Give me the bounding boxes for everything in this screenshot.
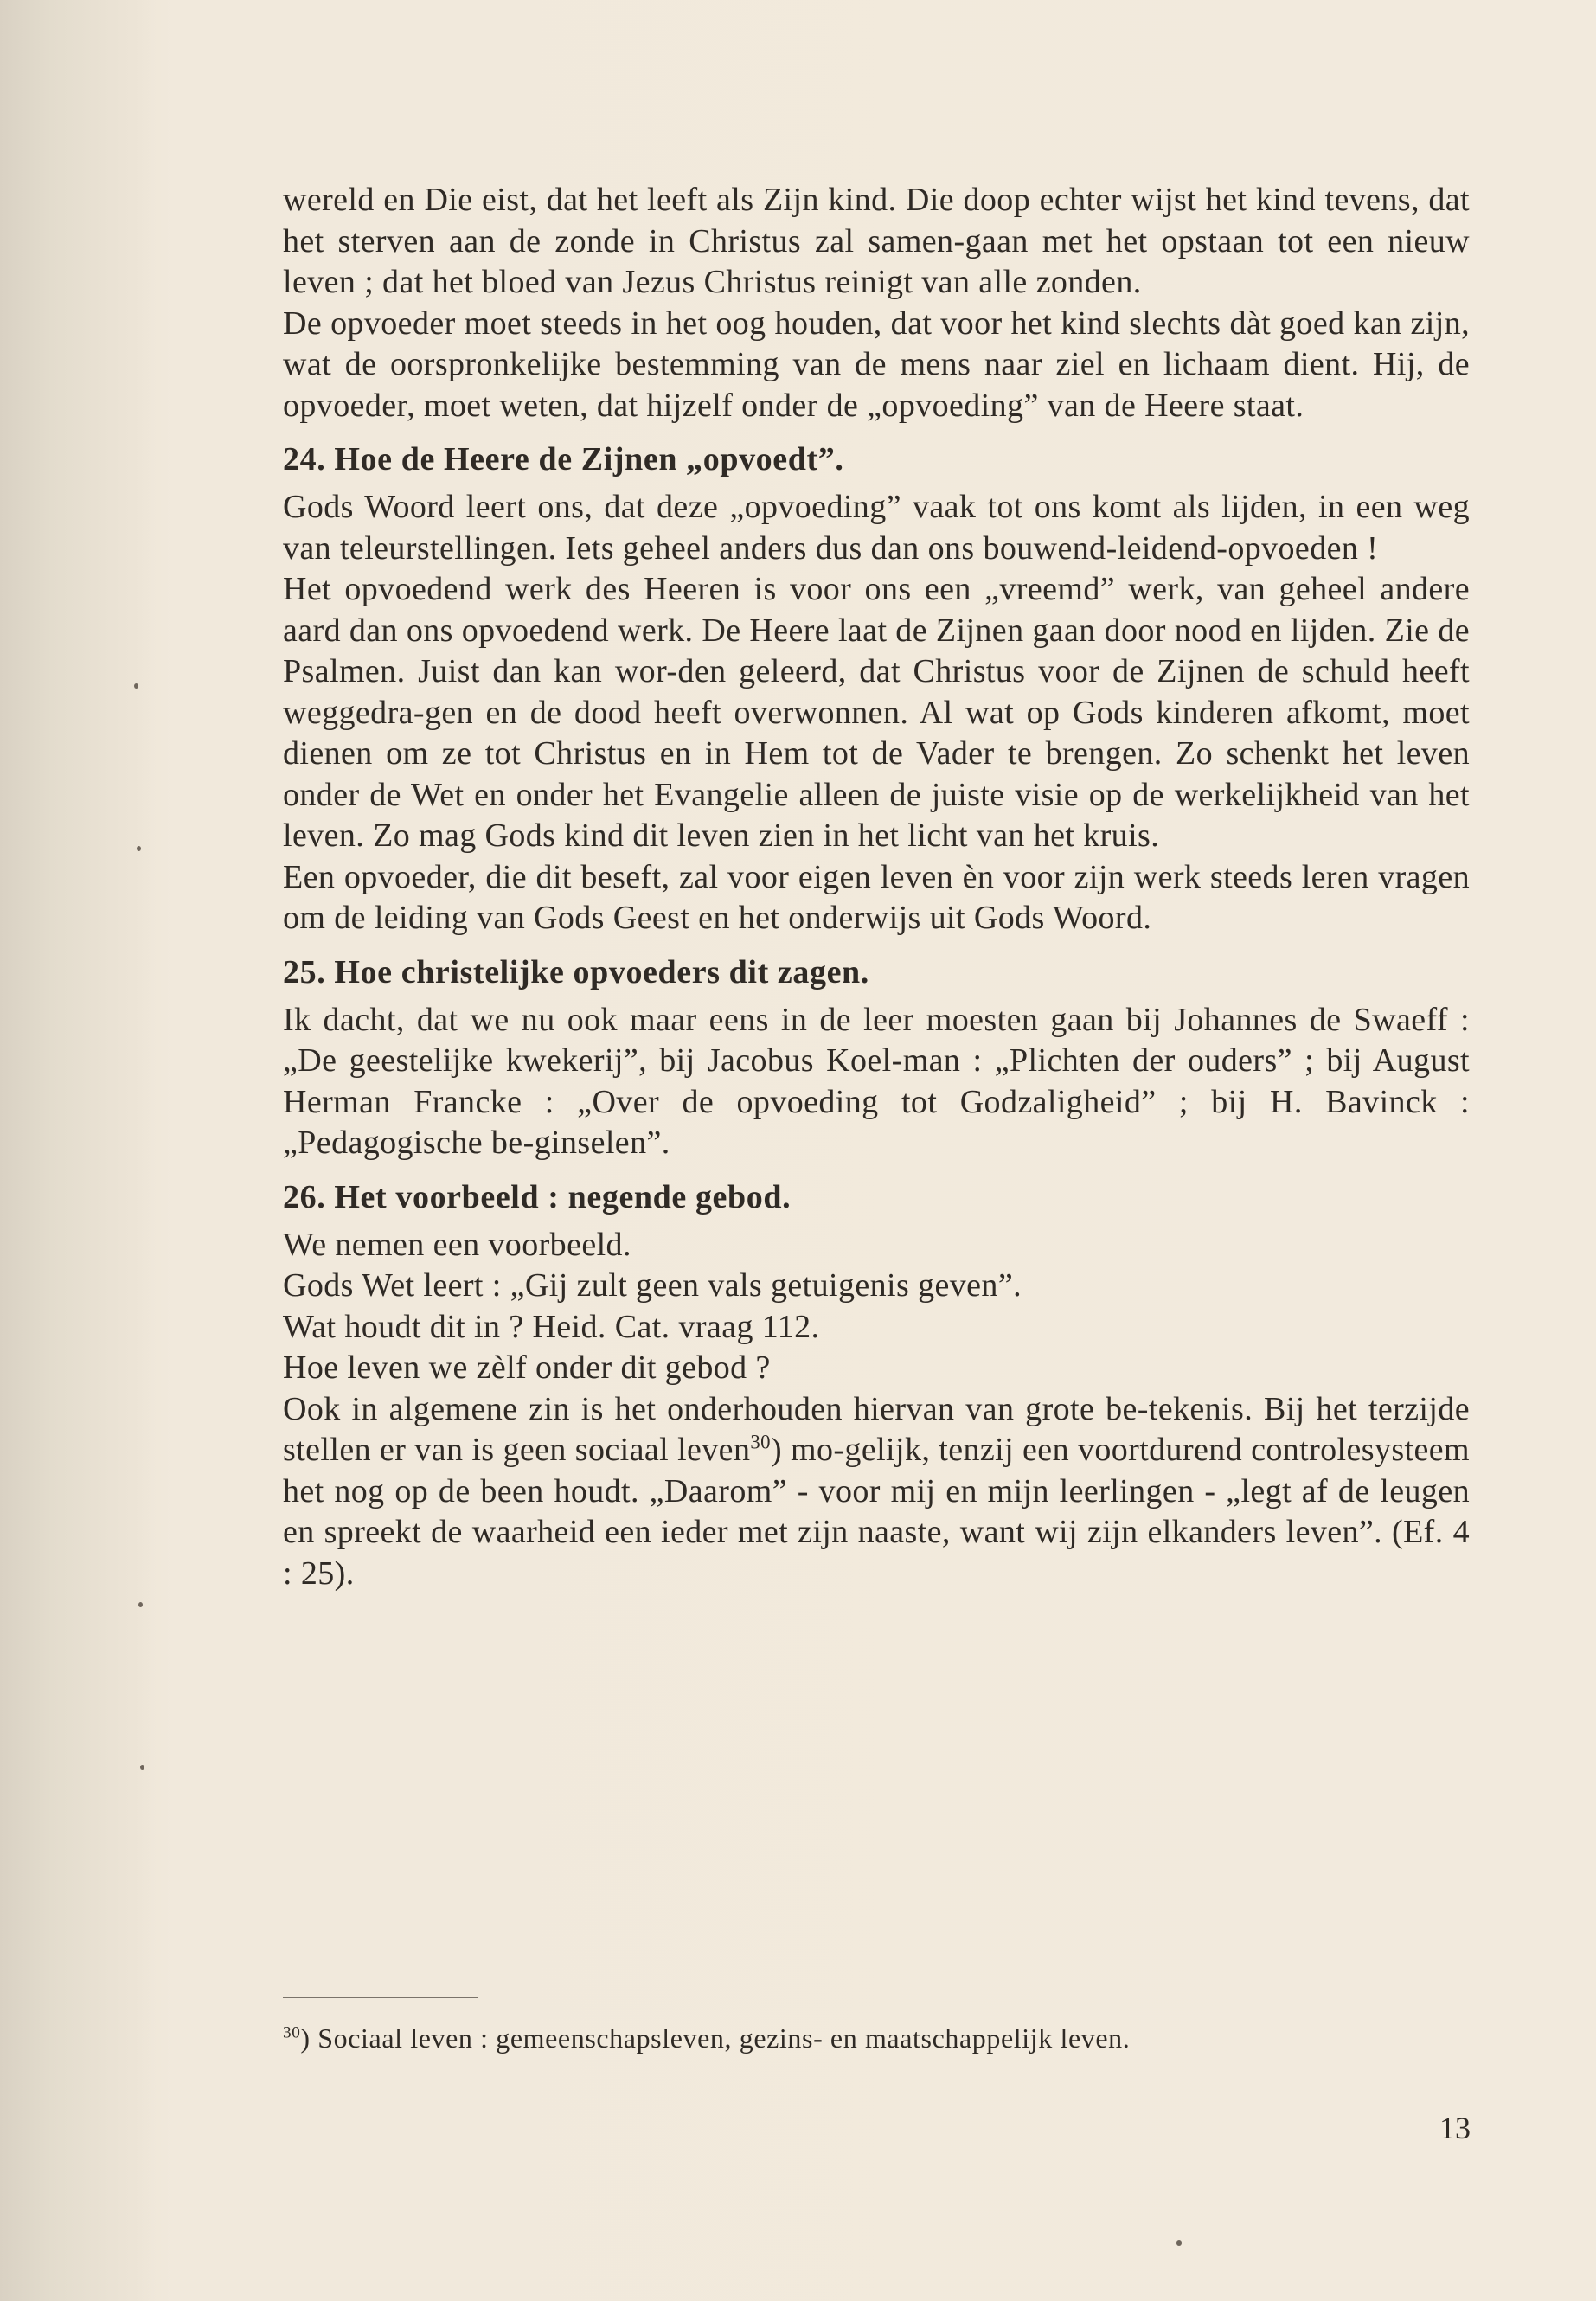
- paper-speck: [138, 1602, 143, 1607]
- section-26-paragraph: [283, 1389, 1470, 1595]
- section-26-line-2: Gods Wet leert : „Gij zult geen vals getuigenis geven”.: [283, 1267, 1022, 1304]
- paper-speck: [137, 846, 141, 851]
- intro-paragraph-1: wereld en Die eist, dat het leeft als Zijn kind. Die doop echter wijst het kind tevens, dat het sterven aan de zonde in Christus zal samen-gaan met het opstaan tot een nieuw leven ; dat het bloed van Jezus Christus reinigt van alle zonden.: [283, 182, 1470, 300]
- section-26-heading: 26. Het voorbeeld : negende gebod.: [283, 1178, 792, 1215]
- section-24-paragraph-1: Gods Woord leert ons, dat deze „opvoeding” vaak tot ons komt als lijden, in een weg van teleurstellingen. Iets geheel anders dus dan ons bouwend-leidend-opvoeden !: [283, 489, 1470, 567]
- section-24-paragraph-3: Een opvoeder, die dit beseft, zal voor eigen leven èn voor zijn werk steeds leren vragen om de leiding van Gods Geest en het onderwijs uit Gods Woord.: [283, 858, 1470, 936]
- paper-speck: [140, 1765, 144, 1770]
- paper-speck: [134, 683, 138, 689]
- section-26-line-1: We nemen een voorbeeld.: [283, 1226, 631, 1263]
- section-26-line-3: Wat houdt dit in ? Heid. Cat. vraag 112.: [283, 1308, 820, 1345]
- section-26-line-4: Hoe leven we zèlf onder dit gebod ?: [283, 1349, 771, 1386]
- section-26-text-before-ref: Ook in algemene zin is het onderhouden hiervan van grote be-tekenis. Bij het terzijde stellen er van is geen sociaal leven: [283, 1390, 1470, 1468]
- footnote-reference-30: 30: [750, 1431, 771, 1453]
- page-number: 13: [1439, 2111, 1471, 2145]
- footnote-text: ) Sociaal leven : gemeenschapsleven, gezins- en maatschappelijk leven.: [300, 2022, 1131, 2054]
- section-24-heading: 24. Hoe de Heere de Zijnen „opvoedt”.: [283, 441, 844, 478]
- page-body: [283, 180, 1470, 1594]
- section-25-heading: 25. Hoe christelijke opvoeders dit zagen.: [283, 953, 869, 990]
- page-binding-shadow: [0, 0, 151, 2301]
- footnote: [283, 2021, 1470, 2055]
- footnote-divider: [283, 1997, 478, 1998]
- section-26-text-after-ref: ) mo-gelijk, tenzij een voortdurend controlesysteem het nog op de been houdt. „Daarom” - voor mij en mijn leerlingen - „legt af de leugen en spreekt de waarheid een ieder met zijn naaste, want wij zijn elkanders leven”. (Ef. 4 : 25).: [283, 1432, 1470, 1592]
- section-25-paragraph: Ik dacht, dat we nu ook maar eens in de leer moesten gaan bij Johannes de Swaeff : „De geestelijke kwekerij”, bij Jacobus Koel-man : „Plichten der ouders” ; bij August Herman Francke : „Over de opvoeding tot Godzaligheid” ; bij H. Bavinck : „Pedagogische be-ginselen”.: [283, 1001, 1470, 1161]
- footnote-mark: 30: [283, 2023, 301, 2042]
- section-24-paragraph-2: Het opvoedend werk des Heeren is voor ons een „vreemd” werk, van geheel andere aard dan ons opvoedend werk. De Heere laat de Zijnen gaan door nood en lijden. Zie de Psalmen. Juist dan kan wor-den geleerd, dat Christus voor de Zijnen de schuld heeft weggedra-gen en de dood heeft overwonnen. Al wat op Gods kinderen afkomt, moet dienen om ze tot Christus en in Hem tot de Vader te brengen. Zo schenkt het leven onder de Wet en onder het Evangelie alleen de juiste visie op de werkelijkheid van het leven. Zo mag Gods kind dit leven zien in het licht van het kruis.: [283, 571, 1470, 854]
- intro-paragraph-2: De opvoeder moet steeds in het oog houden, dat voor het kind slechts dàt goed kan zijn, wat de oorspronkelijke bestemming van de mens naar ziel en lichaam dient. Hij, de opvoeder, moet weten, dat hijzelf onder de „opvoeding” van de Heere staat.: [283, 304, 1470, 424]
- paper-speck: [1176, 2240, 1182, 2246]
